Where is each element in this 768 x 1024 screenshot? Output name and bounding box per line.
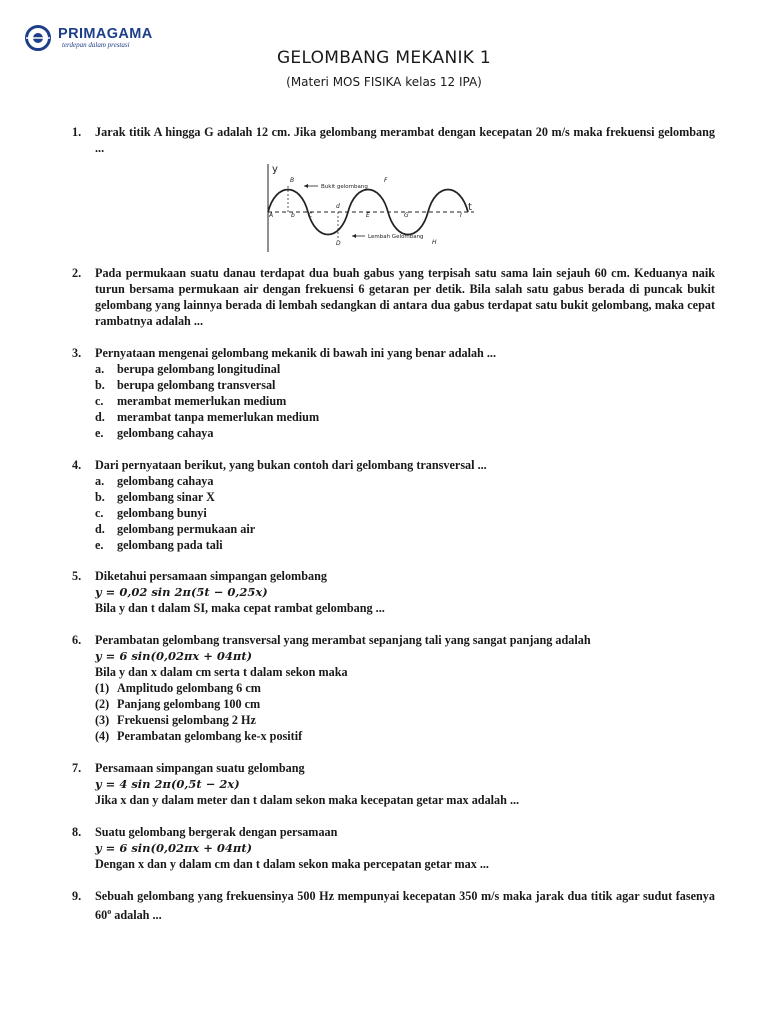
statement-2: (2) Panjang gelombang 100 cm: [95, 697, 261, 711]
option-a: a. gelombang cahaya: [95, 474, 214, 488]
option-b: b. gelombang sinar X: [95, 490, 215, 504]
logo-tagline: terdepan dalam prestasi: [62, 41, 130, 49]
question-followup: Dengan x dan y dalam cm dan t dalam sekon maka percepatan getar max ...: [95, 857, 489, 871]
question-followup: Jika x dan y dalam meter dan t dalam sekon maka kecepatan getar max adalah ...: [95, 793, 520, 807]
question-text: Diketahui persamaan simpangan gelombang: [95, 569, 327, 583]
question-text: Sebuah gelombang yang frekuensinya 500 Hz mempunyai kecepatan 350 m/s maka jarak dua titik agar sudut fasenya 60$^o$ adalah ...: [95, 889, 715, 923]
option-list: [95, 361, 715, 441]
question-number: 4.: [72, 458, 82, 472]
question-followup: Bila y dan t dalam SI, maka cepat rambat gelombang ...: [95, 601, 385, 615]
point-label-h: H: [432, 239, 437, 246]
equation: y = 4 sin 2π(0,5t − 2x): [95, 777, 240, 791]
point-label-d-lower: d: [336, 203, 340, 210]
question-text: Perambatan gelombang transversal yang merambat sepanjang tali yang sangat panjang adalah: [95, 633, 591, 647]
question-5: [72, 568, 715, 616]
degree-superscript: o: [107, 907, 112, 916]
question-1: [72, 124, 715, 156]
crest-label: Bukit gelombang: [321, 184, 368, 190]
point-label-g: G: [404, 212, 409, 219]
question-text: Suatu gelombang bergerak dengan persamaan: [95, 825, 338, 839]
option-e: e. gelombang cahaya: [95, 426, 214, 440]
point-label-f: F: [384, 177, 388, 184]
question-number: 9.: [72, 889, 82, 903]
question-text: Pernyataan mengenai gelombang mekanik di bawah ini yang benar adalah ...: [95, 346, 497, 360]
option-c: c. gelombang bunyi: [95, 506, 207, 520]
t-axis-label: t: [468, 202, 472, 213]
logo-name: PRIMAGAMA: [58, 26, 153, 42]
statement-1: (1) Amplitudo gelombang 6 cm: [95, 681, 261, 695]
option-c: c. merambat memerlukan medium: [95, 394, 287, 408]
question-number: 6.: [72, 633, 82, 647]
page-subtitle: (Materi MOS FISIKA kelas 12 IPA): [286, 75, 482, 89]
question-7: [72, 760, 715, 808]
point-label-b-lower: b: [291, 212, 295, 219]
question-6: [72, 632, 715, 744]
question-number: 1.: [72, 125, 82, 139]
question-number: 2.: [72, 266, 82, 280]
option-b: b. berupa gelombang transversal: [95, 378, 276, 392]
point-label-b-upper: B: [290, 177, 295, 184]
question-number: 3.: [72, 346, 82, 360]
option-d: d. merambat tanpa memerlukan medium: [95, 410, 320, 424]
question-number: 7.: [72, 761, 82, 775]
y-axis-label: y: [272, 164, 278, 175]
equation: y = 0,02 sin 2π(5t − 0,25x): [95, 585, 268, 599]
question-2: [72, 265, 715, 329]
equation: y = 6 sin(0,02πx + 04πt): [95, 649, 253, 663]
trough-arrowhead: [352, 234, 356, 238]
question-number: 5.: [72, 569, 82, 583]
statement-4: (4) Perambatan gelombang ke-x positif: [95, 729, 303, 743]
option-list: [95, 473, 715, 553]
wave-diagram: [262, 160, 494, 252]
equation: y = 6 sin(0,02πx + 04πt): [95, 841, 253, 855]
question-text: Persamaan simpangan suatu gelombang: [95, 761, 305, 775]
question-8: [72, 824, 715, 872]
question-text: Dari pernyataan berikut, yang bukan contoh dari gelombang transversal ...: [95, 458, 487, 472]
point-label-e: E: [366, 212, 370, 219]
statement-3: (3) Frekuensi gelombang 2 Hz: [95, 713, 256, 727]
question-4: [72, 457, 715, 553]
option-d: d. gelombang permukaan air: [95, 522, 256, 536]
question-text: Pada permukaan suatu danau terdapat dua buah gabus yang terpisah satu sama lain sejauh 60 cm. Keduanya naik turun bersama permukaan air dengan frekuensi 6 getaran per detik. Bila salah satu gabus berada di puncak bukit gelombang yang lainnya berada di lembah sedangkan di antara dua gabus terdapat satu bukit gelombang, maka cepat rambatnya adalah ...: [95, 266, 715, 328]
question-followup: Bila y dan x dalam cm serta t dalam sekon maka: [95, 665, 348, 679]
question-text: Jarak titik A hingga G adalah 12 cm. Jika gelombang merambat dengan kecepatan 20 m/s maka frekuensi gelombang ...: [95, 125, 715, 155]
option-e: e. gelombang pada tali: [95, 538, 223, 552]
page-title: GELOMBANG MEKANIK 1: [276, 48, 492, 68]
point-label-c: C: [308, 212, 313, 219]
question-3: [72, 345, 715, 441]
point-label-i: I: [460, 212, 462, 219]
point-label-a: A: [269, 212, 274, 219]
question-number: 8.: [72, 825, 82, 839]
crest-arrowhead: [304, 184, 308, 188]
question-9: [72, 888, 715, 923]
option-a: a. berupa gelombang longitudinal: [95, 362, 281, 376]
trough-label: Lembah Gelombang: [368, 234, 424, 240]
point-label-d-upper: D: [336, 240, 341, 247]
